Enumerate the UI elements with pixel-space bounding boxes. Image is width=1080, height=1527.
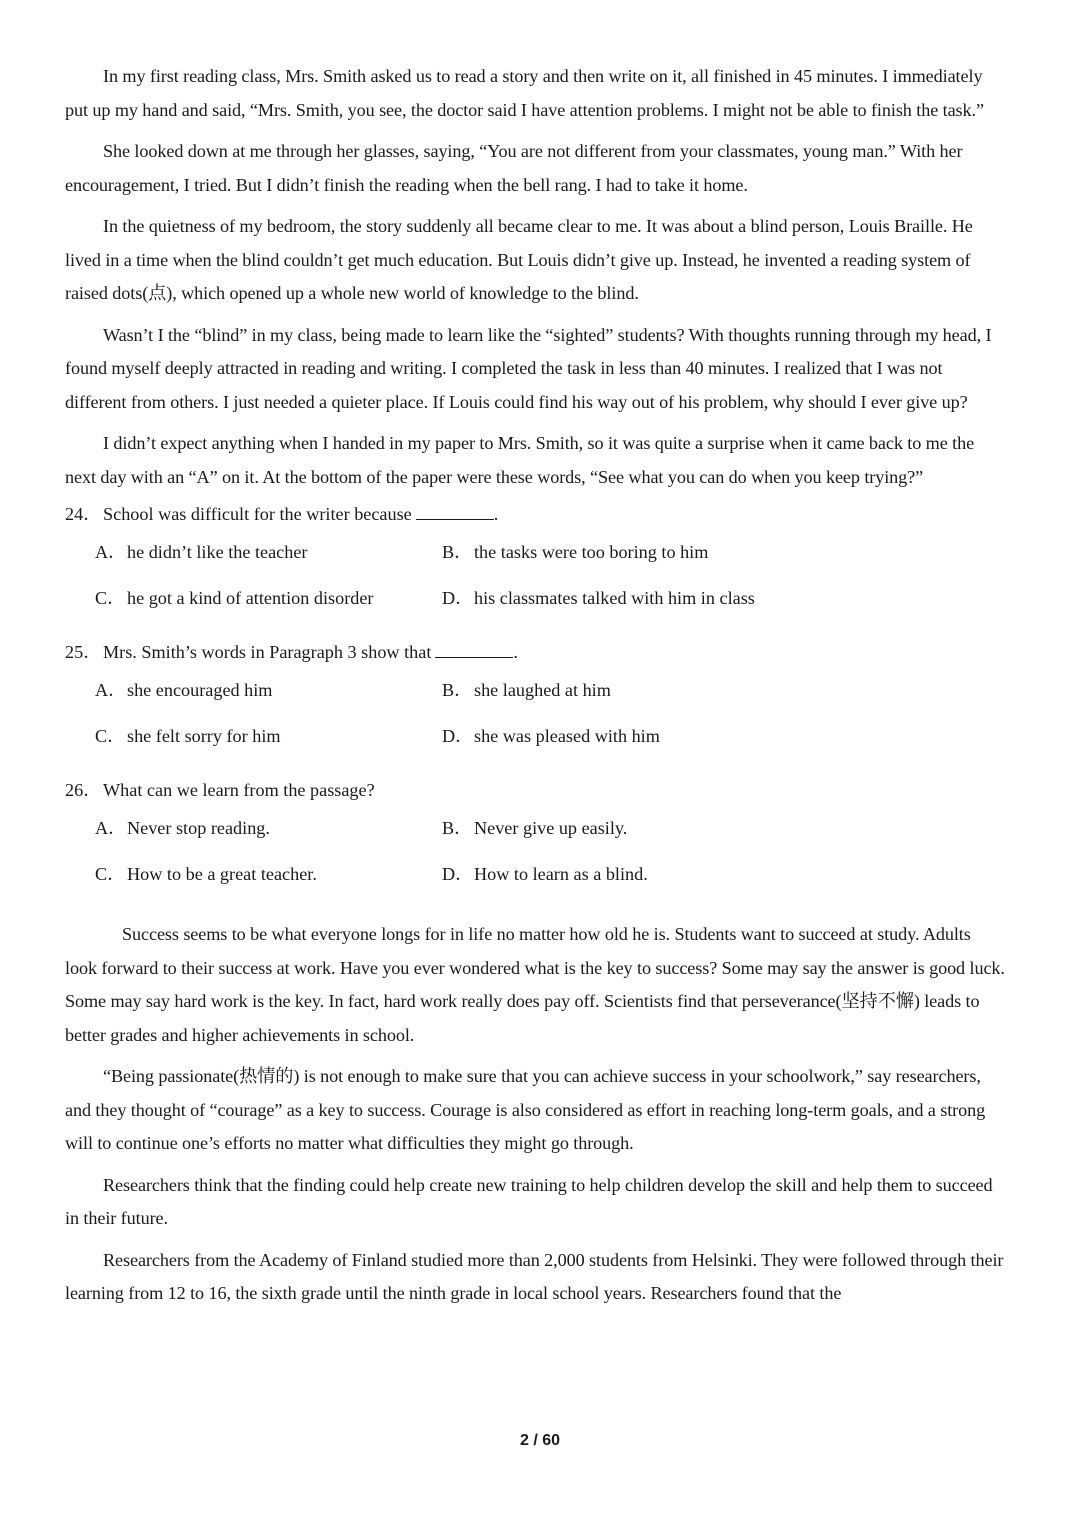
question-stem: What can we learn from the passage? (103, 780, 375, 800)
option-c[interactable] (95, 862, 317, 886)
option-a[interactable] (95, 540, 307, 564)
option-text: the tasks were too boring to him (474, 542, 709, 562)
question-stem: School was difficult for the writer because (103, 504, 412, 524)
option-letter: B． (442, 542, 473, 562)
option-letter: C． (95, 864, 126, 884)
page-number: 2 / 60 (519, 1432, 561, 1449)
question-26-options (65, 816, 1005, 908)
option-a[interactable] (95, 678, 272, 702)
question-24-options (65, 540, 1005, 632)
option-b[interactable] (442, 678, 611, 702)
option-letter: D． (442, 864, 474, 884)
passage2-paragraph-3: Researchers think that the finding could help create new training to help children develop the skill and help them to succeed in their future. (65, 1174, 993, 1228)
option-b[interactable] (442, 540, 708, 564)
option-a[interactable] (95, 816, 270, 840)
passage2-paragraph-2: “Being passionate(热情的) is not enough to make sure that you can achieve success in your schoolwork,” say researchers, and they thought of “courage” as a key to success. Courage is also considered as effort in reaching long-term goals, and a strong will to continue one’s efforts no matter what difficulties they might go through. (65, 1066, 986, 1153)
option-c[interactable] (95, 586, 373, 610)
question-end: . (493, 504, 499, 524)
option-letter: D． (442, 726, 474, 746)
option-text: his classmates talked with him in class (474, 588, 755, 608)
question-26 (65, 778, 1005, 816)
option-b[interactable] (442, 816, 627, 840)
option-text: she was pleased with him (474, 726, 660, 746)
passage1-paragraph-2: She looked down at me through her glasses, saying, “You are not different from your classmates, young man.” With her encouragement, I tried. But I didn’t finish the reading when the bell rang. I had to take it home. (65, 141, 963, 195)
answer-blank (416, 503, 494, 520)
option-text: she encouraged him (127, 680, 273, 700)
option-letter: A． (95, 542, 127, 562)
page-content (65, 60, 1005, 1319)
question-number: 25． (65, 642, 102, 662)
option-d[interactable] (442, 586, 755, 610)
option-text: Never stop reading. (127, 818, 270, 838)
option-text: she laughed at him (474, 680, 611, 700)
passage1-paragraph-3: In the quietness of my bedroom, the story suddenly all became clear to me. It was about a blind person, Louis Braille. He lived in a time when the blind couldn’t get much education. But Louis didn’t give up. Instead, he invented a reading system of raised dots(点), which opened up a whole new world of knowledge to the blind. (65, 216, 973, 303)
option-letter: C． (95, 588, 126, 608)
option-letter: B． (442, 818, 473, 838)
passage1-paragraph-4: Wasn’t I the “blind” in my class, being made to learn like the “sighted” students? With thoughts running through my head, I found myself deeply attracted in reading and writing. I completed the task in less than 40 minutes. I realized that I was not different from others. I just needed a quieter place. If Louis could find his way out of his problem, why should I ever give up? (65, 324, 992, 412)
question-25-options (65, 678, 1005, 770)
option-text: he got a kind of attention disorder (127, 588, 374, 608)
answer-blank (435, 641, 513, 658)
passage2-paragraph-4: Researchers from the Academy of Finland studied more than 2,000 students from Helsinki. They were followed through their learning from 12 to 16, the sixth grade until the ninth grade in local school years. Researchers found that the (65, 1249, 1004, 1303)
option-d[interactable] (442, 862, 648, 886)
option-text: he didn’t like the teacher (127, 542, 308, 562)
option-letter: C． (95, 726, 126, 746)
question-end: . (513, 642, 518, 662)
option-letter: B． (442, 680, 473, 700)
option-letter: A． (95, 818, 127, 838)
option-letter: D． (442, 588, 474, 608)
question-number: 24． (65, 504, 102, 524)
passage1-paragraph-1: In my first reading class, Mrs. Smith asked us to read a story and then write on it, all finished in 45 minutes. I immediately put up my hand and said, “Mrs. Smith, you see, the doctor said I have attention problems. I might not be able to finish the task.” (65, 66, 984, 120)
option-text: she felt sorry for him (127, 726, 281, 746)
question-24 (65, 502, 1005, 540)
option-text: How to learn as a blind. (474, 864, 648, 884)
question-25 (65, 640, 1005, 678)
option-letter: A． (95, 680, 127, 700)
question-number: 26． (65, 780, 102, 800)
option-text: How to be a great teacher. (127, 864, 317, 884)
passage1-paragraph-5: I didn’t expect anything when I handed in my paper to Mrs. Smith, so it was quite a surprise when it came back to me the next day with an “A” on it. At the bottom of the paper were these words, “See what you can do when you keep trying?” (65, 433, 975, 487)
passage2-paragraph-1: Success seems to be what everyone longs for in life no matter how old he is. Students want to succeed at study. Adults look forward to their success at work. Have you ever wondered what is the key to success? Some may say the answer is good luck. Some may say hard work is the key. In fact, hard work really does pay off. Scientists find that perseverance(坚持不懈) leads to better grades and higher achievements in school. (65, 924, 1005, 1045)
question-stem: Mrs. Smith’s words in Paragraph 3 show that (103, 642, 432, 662)
option-text: Never give up easily. (474, 818, 628, 838)
option-c[interactable] (95, 724, 281, 748)
option-d[interactable] (442, 724, 660, 748)
